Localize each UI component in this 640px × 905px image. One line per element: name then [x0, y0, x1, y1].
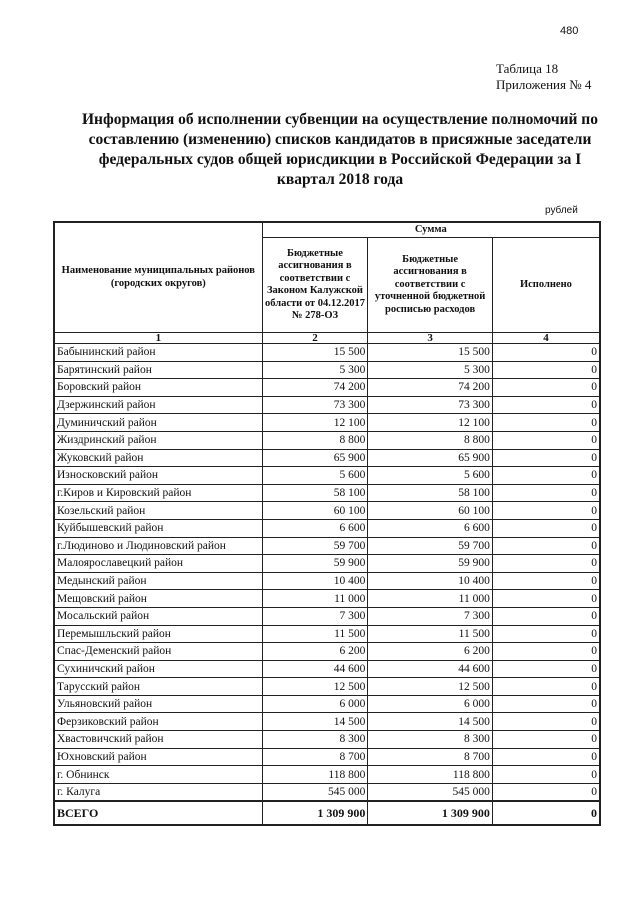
district-name: Мосальский район: [54, 607, 262, 625]
executed-amount: 0: [492, 590, 600, 608]
revised-allocation: 60 100: [368, 502, 493, 520]
revised-allocation: 59 900: [368, 555, 493, 573]
table-row: [54, 607, 600, 625]
district-name: Козельский район: [54, 502, 262, 520]
law-allocation: 7 300: [262, 607, 368, 625]
header-law-allocations: Бюджетные ассигнования в соответствии с Законом Калужской области от 04.12.2017 № 278-ОЗ: [262, 238, 368, 333]
law-allocation: 11 000: [262, 590, 368, 608]
law-allocation: 545 000: [262, 783, 368, 801]
executed-amount: 0: [492, 361, 600, 379]
executed-amount: 0: [492, 713, 600, 731]
currency-unit: рублей: [545, 205, 578, 216]
revised-allocation: 74 200: [368, 379, 493, 397]
law-allocation: 5 300: [262, 361, 368, 379]
district-name: Сухиничский район: [54, 660, 262, 678]
executed-amount: 0: [492, 537, 600, 555]
district-name: Жуковский район: [54, 449, 262, 467]
law-allocation: 8 700: [262, 748, 368, 766]
law-allocation: 15 500: [262, 344, 368, 362]
law-allocation: 118 800: [262, 766, 368, 784]
district-name: Малоярославецкий район: [54, 555, 262, 573]
table-row: [54, 344, 600, 362]
revised-allocation: 7 300: [368, 607, 493, 625]
law-allocation: 73 300: [262, 396, 368, 414]
executed-amount: 0: [492, 660, 600, 678]
executed-amount: 0: [492, 555, 600, 573]
law-allocation: 8 800: [262, 431, 368, 449]
executed-amount: 0: [492, 431, 600, 449]
district-name: Дзержинский район: [54, 396, 262, 414]
law-allocation: 6 600: [262, 519, 368, 537]
revised-allocation: 11 500: [368, 625, 493, 643]
law-allocation: 1 309 900: [262, 801, 368, 825]
district-name: Мещовский район: [54, 590, 262, 608]
executed-amount: 0: [492, 396, 600, 414]
revised-allocation: 44 600: [368, 660, 493, 678]
district-name: Ферзиковский район: [54, 713, 262, 731]
law-allocation: 8 300: [262, 731, 368, 749]
district-name: Думиничский район: [54, 414, 262, 432]
law-allocation: 59 700: [262, 537, 368, 555]
district-name: Юхновский район: [54, 748, 262, 766]
page-number: 480: [560, 25, 579, 37]
table-row: [54, 396, 600, 414]
executed-amount: 0: [492, 607, 600, 625]
executed-amount: 0: [492, 344, 600, 362]
revised-allocation: 15 500: [368, 344, 493, 362]
district-name: г.Киров и Кировский район: [54, 484, 262, 502]
revised-allocation: 8 300: [368, 731, 493, 749]
law-allocation: 74 200: [262, 379, 368, 397]
revised-allocation: 14 500: [368, 713, 493, 731]
executed-amount: 0: [492, 625, 600, 643]
district-name: Жиздринский район: [54, 431, 262, 449]
revised-allocation: 5 300: [368, 361, 493, 379]
header-revised-allocations: Бюджетные ассигнования в соответствии с уточненной бюджетной росписью расходов: [368, 238, 493, 333]
table-reference: Таблица 18: [496, 61, 559, 76]
table-row: [54, 379, 600, 397]
table-row: [54, 766, 600, 784]
revised-allocation: 6 200: [368, 643, 493, 661]
revised-allocation: 73 300: [368, 396, 493, 414]
table-row: [54, 731, 600, 749]
revised-allocation: 8 800: [368, 431, 493, 449]
column-number: 1: [54, 333, 262, 344]
executed-amount: 0: [492, 519, 600, 537]
subvention-table: [53, 221, 601, 826]
revised-allocation: 11 000: [368, 590, 493, 608]
executed-amount: 0: [492, 572, 600, 590]
revised-allocation: 58 100: [368, 484, 493, 502]
law-allocation: 60 100: [262, 502, 368, 520]
table-row: [54, 590, 600, 608]
law-allocation: 11 500: [262, 625, 368, 643]
executed-amount: 0: [492, 484, 600, 502]
law-allocation: 59 900: [262, 555, 368, 573]
district-name: Боровский район: [54, 379, 262, 397]
executed-amount: 0: [492, 748, 600, 766]
executed-amount: 0: [492, 414, 600, 432]
district-name: ВСЕГО: [54, 801, 262, 825]
district-name: Перемышльский район: [54, 625, 262, 643]
revised-allocation: 65 900: [368, 449, 493, 467]
header-name: Наименование муниципальных районов (городских округов): [54, 222, 262, 333]
table-row: [54, 431, 600, 449]
revised-allocation: 6 600: [368, 519, 493, 537]
district-name: Барятинский район: [54, 361, 262, 379]
table-row: [54, 555, 600, 573]
table-row: [54, 449, 600, 467]
column-number: 2: [262, 333, 368, 344]
law-allocation: 44 600: [262, 660, 368, 678]
revised-allocation: 8 700: [368, 748, 493, 766]
table-row: [54, 414, 600, 432]
law-allocation: 12 100: [262, 414, 368, 432]
law-allocation: 65 900: [262, 449, 368, 467]
executed-amount: 0: [492, 502, 600, 520]
revised-allocation: 6 000: [368, 695, 493, 713]
executed-amount: 0: [492, 695, 600, 713]
table-row: [54, 361, 600, 379]
table-row: [54, 484, 600, 502]
revised-allocation: 545 000: [368, 783, 493, 801]
law-allocation: 58 100: [262, 484, 368, 502]
table-row: [54, 678, 600, 696]
district-name: Ульяновский район: [54, 695, 262, 713]
column-number: 3: [368, 333, 493, 344]
executed-amount: 0: [492, 783, 600, 801]
district-name: г. Обнинск: [54, 766, 262, 784]
law-allocation: 12 500: [262, 678, 368, 696]
header-sum: Сумма: [262, 222, 600, 238]
header-executed: Исполнено: [492, 238, 600, 333]
revised-allocation: 10 400: [368, 572, 493, 590]
table-row: [54, 695, 600, 713]
district-name: Износковский район: [54, 467, 262, 485]
table-row: [54, 537, 600, 555]
revised-allocation: 12 100: [368, 414, 493, 432]
law-allocation: 6 200: [262, 643, 368, 661]
district-name: г. Калуга: [54, 783, 262, 801]
executed-amount: 0: [492, 449, 600, 467]
total-row: [54, 801, 600, 825]
table-row: [54, 519, 600, 537]
law-allocation: 14 500: [262, 713, 368, 731]
district-name: Куйбышевский район: [54, 519, 262, 537]
district-name: Спас-Деменский район: [54, 643, 262, 661]
table-row: [54, 467, 600, 485]
table-row: [54, 783, 600, 801]
table-row: [54, 748, 600, 766]
table-row: [54, 713, 600, 731]
table-row: [54, 625, 600, 643]
revised-allocation: 5 600: [368, 467, 493, 485]
table-row: [54, 572, 600, 590]
law-allocation: 5 600: [262, 467, 368, 485]
table-row: [54, 643, 600, 661]
district-name: Хвастовичский район: [54, 731, 262, 749]
district-name: Медынский район: [54, 572, 262, 590]
appendix-reference: Приложения № 4: [496, 77, 592, 92]
district-name: Тарусский район: [54, 678, 262, 696]
revised-allocation: 59 700: [368, 537, 493, 555]
executed-amount: 0: [492, 379, 600, 397]
district-name: г.Людиново и Людиновский район: [54, 537, 262, 555]
executed-amount: 0: [492, 801, 600, 825]
executed-amount: 0: [492, 766, 600, 784]
executed-amount: 0: [492, 467, 600, 485]
revised-allocation: 12 500: [368, 678, 493, 696]
executed-amount: 0: [492, 731, 600, 749]
executed-amount: 0: [492, 678, 600, 696]
table-row: [54, 660, 600, 678]
district-name: Бабынинский район: [54, 344, 262, 362]
executed-amount: 0: [492, 643, 600, 661]
law-allocation: 6 000: [262, 695, 368, 713]
revised-allocation: 118 800: [368, 766, 493, 784]
column-number: 4: [492, 333, 600, 344]
table-row: [54, 502, 600, 520]
revised-allocation: 1 309 900: [368, 801, 493, 825]
law-allocation: 10 400: [262, 572, 368, 590]
document-title: Информация об исполнении субвенции на осуществление полномочий по составлению (изменению) списков кандидатов в присяжные заседатели федеральных судов общей юрисдикции в Российской Федерации за I квартал 2018 года: [82, 111, 598, 188]
